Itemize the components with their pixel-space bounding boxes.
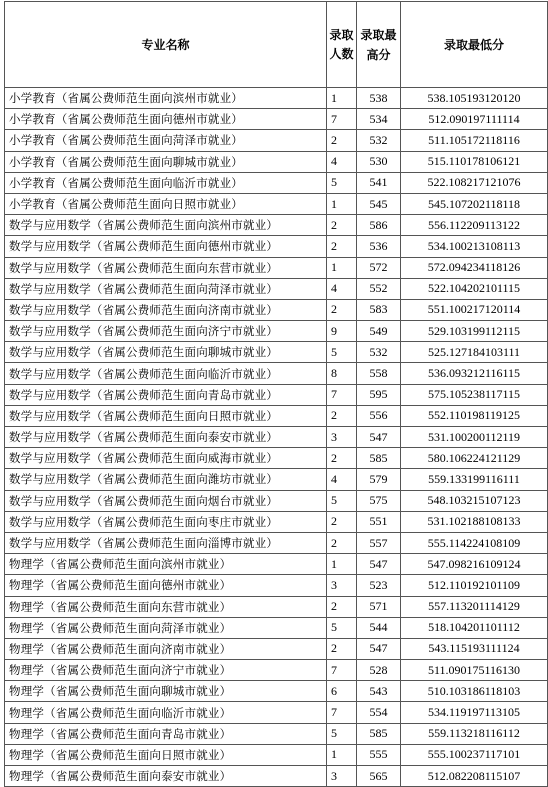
lowest-score-cell: 522.104202101115 <box>401 278 548 299</box>
table-row <box>5 427 548 448</box>
admitted-count-cell: 5 <box>327 723 357 744</box>
lowest-score-cell: 559.133199116111 <box>401 469 548 490</box>
admitted-count-cell: 7 <box>327 384 357 405</box>
lowest-score-cell: 552.110198119125 <box>401 405 548 426</box>
admission-score-table <box>4 1 548 787</box>
highest-score-cell: 585 <box>357 448 401 469</box>
major-name-cell: 数学与应用数学（省属公费师范生面向日照市就业） <box>5 405 327 426</box>
admitted-count-cell: 1 <box>327 744 357 765</box>
major-name-cell: 物理学（省属公费师范生面向济南市就业） <box>5 638 327 659</box>
major-name-cell: 数学与应用数学（省属公费师范生面向淄博市就业） <box>5 532 327 553</box>
highest-score-cell: 534 <box>357 109 401 130</box>
table-row <box>5 172 548 193</box>
lowest-score-cell: 559.113218116112 <box>401 723 548 744</box>
table-row <box>5 151 548 172</box>
table-row <box>5 257 548 278</box>
highest-score-cell: 583 <box>357 299 401 320</box>
table-row <box>5 554 548 575</box>
admitted-count-cell: 2 <box>327 511 357 532</box>
table-row <box>5 215 548 236</box>
highest-score-cell: 595 <box>357 384 401 405</box>
major-name-cell: 物理学（省属公费师范生面向聊城市就业） <box>5 681 327 702</box>
header-lowest-score: 录取最低分 <box>401 2 548 88</box>
major-name-cell: 物理学（省属公费师范生面向泰安市就业） <box>5 766 327 787</box>
lowest-score-cell: 531.100200112119 <box>401 427 548 448</box>
major-name-cell: 数学与应用数学（省属公费师范生面向烟台市就业） <box>5 490 327 511</box>
highest-score-cell: 549 <box>357 321 401 342</box>
admitted-count-cell: 7 <box>327 109 357 130</box>
table-body <box>5 88 548 787</box>
major-name-cell: 数学与应用数学（省属公费师范生面向枣庄市就业） <box>5 511 327 532</box>
admitted-count-cell: 4 <box>327 469 357 490</box>
major-name-cell: 数学与应用数学（省属公费师范生面向临沂市就业） <box>5 363 327 384</box>
table-row <box>5 321 548 342</box>
table-row <box>5 448 548 469</box>
highest-score-cell: 532 <box>357 342 401 363</box>
highest-score-cell: 556 <box>357 405 401 426</box>
highest-score-cell: 551 <box>357 511 401 532</box>
lowest-score-cell: 518.104201101112 <box>401 617 548 638</box>
table-row <box>5 532 548 553</box>
major-name-cell: 数学与应用数学（省属公费师范生面向济南市就业） <box>5 299 327 320</box>
table-row <box>5 130 548 151</box>
major-name-cell: 物理学（省属公费师范生面向菏泽市就业） <box>5 617 327 638</box>
lowest-score-cell: 511.105172118116 <box>401 130 548 151</box>
table-row <box>5 109 548 130</box>
lowest-score-cell: 536.093212116115 <box>401 363 548 384</box>
admitted-count-cell: 2 <box>327 638 357 659</box>
table-row <box>5 766 548 787</box>
header-row <box>5 2 548 88</box>
highest-score-cell: 528 <box>357 660 401 681</box>
admitted-count-cell: 2 <box>327 236 357 257</box>
admitted-count-cell: 2 <box>327 532 357 553</box>
admitted-count-cell: 1 <box>327 88 357 109</box>
major-name-cell: 数学与应用数学（省属公费师范生面向菏泽市就业） <box>5 278 327 299</box>
lowest-score-cell: 551.100217120114 <box>401 299 548 320</box>
table-row <box>5 681 548 702</box>
table-row <box>5 299 548 320</box>
highest-score-cell: 547 <box>357 638 401 659</box>
lowest-score-cell: 555.100237117101 <box>401 744 548 765</box>
highest-score-cell: 543 <box>357 681 401 702</box>
admitted-count-cell: 2 <box>327 596 357 617</box>
highest-score-cell: 545 <box>357 193 401 214</box>
lowest-score-cell: 512.090197111114 <box>401 109 548 130</box>
highest-score-cell: 536 <box>357 236 401 257</box>
admitted-count-cell: 2 <box>327 405 357 426</box>
lowest-score-cell: 555.114224108109 <box>401 532 548 553</box>
table-row <box>5 236 548 257</box>
major-name-cell: 小学教育（省属公费师范生面向滨州市就业） <box>5 88 327 109</box>
lowest-score-cell: 534.119197113105 <box>401 702 548 723</box>
highest-score-cell: 555 <box>357 744 401 765</box>
major-name-cell: 数学与应用数学（省属公费师范生面向青岛市就业） <box>5 384 327 405</box>
lowest-score-cell: 543.115193111124 <box>401 638 548 659</box>
highest-score-cell: 552 <box>357 278 401 299</box>
major-name-cell: 物理学（省属公费师范生面向东营市就业） <box>5 596 327 617</box>
major-name-cell: 小学教育（省属公费师范生面向临沂市就业） <box>5 172 327 193</box>
table-row <box>5 363 548 384</box>
lowest-score-cell: 557.113201114129 <box>401 596 548 617</box>
highest-score-cell: 547 <box>357 554 401 575</box>
lowest-score-cell: 580.106224121129 <box>401 448 548 469</box>
major-name-cell: 物理学（省属公费师范生面向滨州市就业） <box>5 554 327 575</box>
table-row <box>5 596 548 617</box>
major-name-cell: 小学教育（省属公费师范生面向菏泽市就业） <box>5 130 327 151</box>
header-admitted-count: 录取人数 <box>327 2 357 88</box>
lowest-score-cell: 556.112209113122 <box>401 215 548 236</box>
highest-score-cell: 586 <box>357 215 401 236</box>
lowest-score-cell: 575.105238117115 <box>401 384 548 405</box>
highest-score-cell: 572 <box>357 257 401 278</box>
admitted-count-cell: 5 <box>327 617 357 638</box>
lowest-score-cell: 522.108217121076 <box>401 172 548 193</box>
major-name-cell: 数学与应用数学（省属公费师范生面向德州市就业） <box>5 236 327 257</box>
highest-score-cell: 538 <box>357 88 401 109</box>
major-name-cell: 物理学（省属公费师范生面向临沂市就业） <box>5 702 327 723</box>
header-major-name: 专业名称 <box>5 2 327 88</box>
highest-score-cell: 558 <box>357 363 401 384</box>
major-name-cell: 小学教育（省属公费师范生面向德州市就业） <box>5 109 327 130</box>
table-row <box>5 405 548 426</box>
lowest-score-cell: 511.090175116130 <box>401 660 548 681</box>
admitted-count-cell: 8 <box>327 363 357 384</box>
admitted-count-cell: 2 <box>327 299 357 320</box>
major-name-cell: 数学与应用数学（省属公费师范生面向威海市就业） <box>5 448 327 469</box>
highest-score-cell: 565 <box>357 766 401 787</box>
table-row <box>5 384 548 405</box>
highest-score-cell: 532 <box>357 130 401 151</box>
header-highest-score: 录取最高分 <box>357 2 401 88</box>
major-name-cell: 小学教育（省属公费师范生面向日照市就业） <box>5 193 327 214</box>
admitted-count-cell: 3 <box>327 575 357 596</box>
table-row <box>5 744 548 765</box>
admitted-count-cell: 2 <box>327 448 357 469</box>
table-row <box>5 617 548 638</box>
admitted-count-cell: 2 <box>327 215 357 236</box>
lowest-score-cell: 525.127184103111 <box>401 342 548 363</box>
highest-score-cell: 579 <box>357 469 401 490</box>
admitted-count-cell: 5 <box>327 342 357 363</box>
lowest-score-cell: 547.098216109124 <box>401 554 548 575</box>
admitted-count-cell: 5 <box>327 490 357 511</box>
major-name-cell: 数学与应用数学（省属公费师范生面向聊城市就业） <box>5 342 327 363</box>
admitted-count-cell: 4 <box>327 278 357 299</box>
table-row <box>5 469 548 490</box>
highest-score-cell: 541 <box>357 172 401 193</box>
admitted-count-cell: 2 <box>327 130 357 151</box>
major-name-cell: 物理学（省属公费师范生面向济宁市就业） <box>5 660 327 681</box>
highest-score-cell: 544 <box>357 617 401 638</box>
lowest-score-cell: 545.107202118118 <box>401 193 548 214</box>
table-row <box>5 490 548 511</box>
admitted-count-cell: 7 <box>327 702 357 723</box>
table-row <box>5 660 548 681</box>
highest-score-cell: 554 <box>357 702 401 723</box>
highest-score-cell: 557 <box>357 532 401 553</box>
admitted-count-cell: 1 <box>327 257 357 278</box>
admitted-count-cell: 3 <box>327 427 357 448</box>
lowest-score-cell: 510.103186118103 <box>401 681 548 702</box>
admitted-count-cell: 7 <box>327 660 357 681</box>
major-name-cell: 小学教育（省属公费师范生面向聊城市就业） <box>5 151 327 172</box>
table-row <box>5 88 548 109</box>
highest-score-cell: 575 <box>357 490 401 511</box>
table-row <box>5 575 548 596</box>
highest-score-cell: 530 <box>357 151 401 172</box>
lowest-score-cell: 572.094234118126 <box>401 257 548 278</box>
highest-score-cell: 523 <box>357 575 401 596</box>
major-name-cell: 物理学（省属公费师范生面向德州市就业） <box>5 575 327 596</box>
admitted-count-cell: 5 <box>327 172 357 193</box>
admitted-count-cell: 1 <box>327 554 357 575</box>
major-name-cell: 数学与应用数学（省属公费师范生面向滨州市就业） <box>5 215 327 236</box>
table-row <box>5 638 548 659</box>
major-name-cell: 数学与应用数学（省属公费师范生面向泰安市就业） <box>5 427 327 448</box>
highest-score-cell: 571 <box>357 596 401 617</box>
major-name-cell: 数学与应用数学（省属公费师范生面向潍坊市就业） <box>5 469 327 490</box>
lowest-score-cell: 529.103199112115 <box>401 321 548 342</box>
major-name-cell: 数学与应用数学（省属公费师范生面向济宁市就业） <box>5 321 327 342</box>
major-name-cell: 数学与应用数学（省属公费师范生面向东营市就业） <box>5 257 327 278</box>
major-name-cell: 物理学（省属公费师范生面向青岛市就业） <box>5 723 327 744</box>
major-name-cell: 物理学（省属公费师范生面向日照市就业） <box>5 744 327 765</box>
admitted-count-cell: 6 <box>327 681 357 702</box>
table-header <box>5 2 548 88</box>
highest-score-cell: 585 <box>357 723 401 744</box>
lowest-score-cell: 538.105193120120 <box>401 88 548 109</box>
table-row <box>5 723 548 744</box>
table-row <box>5 511 548 532</box>
admitted-count-cell: 4 <box>327 151 357 172</box>
lowest-score-cell: 512.082208115107 <box>401 766 548 787</box>
table-row <box>5 278 548 299</box>
lowest-score-cell: 531.102188108133 <box>401 511 548 532</box>
lowest-score-cell: 548.103215107123 <box>401 490 548 511</box>
lowest-score-cell: 534.100213108113 <box>401 236 548 257</box>
lowest-score-cell: 515.110178106121 <box>401 151 548 172</box>
highest-score-cell: 547 <box>357 427 401 448</box>
admitted-count-cell: 1 <box>327 193 357 214</box>
admitted-count-cell: 9 <box>327 321 357 342</box>
table-row <box>5 342 548 363</box>
lowest-score-cell: 512.110192101109 <box>401 575 548 596</box>
admitted-count-cell: 3 <box>327 766 357 787</box>
table-row <box>5 193 548 214</box>
table-row <box>5 702 548 723</box>
